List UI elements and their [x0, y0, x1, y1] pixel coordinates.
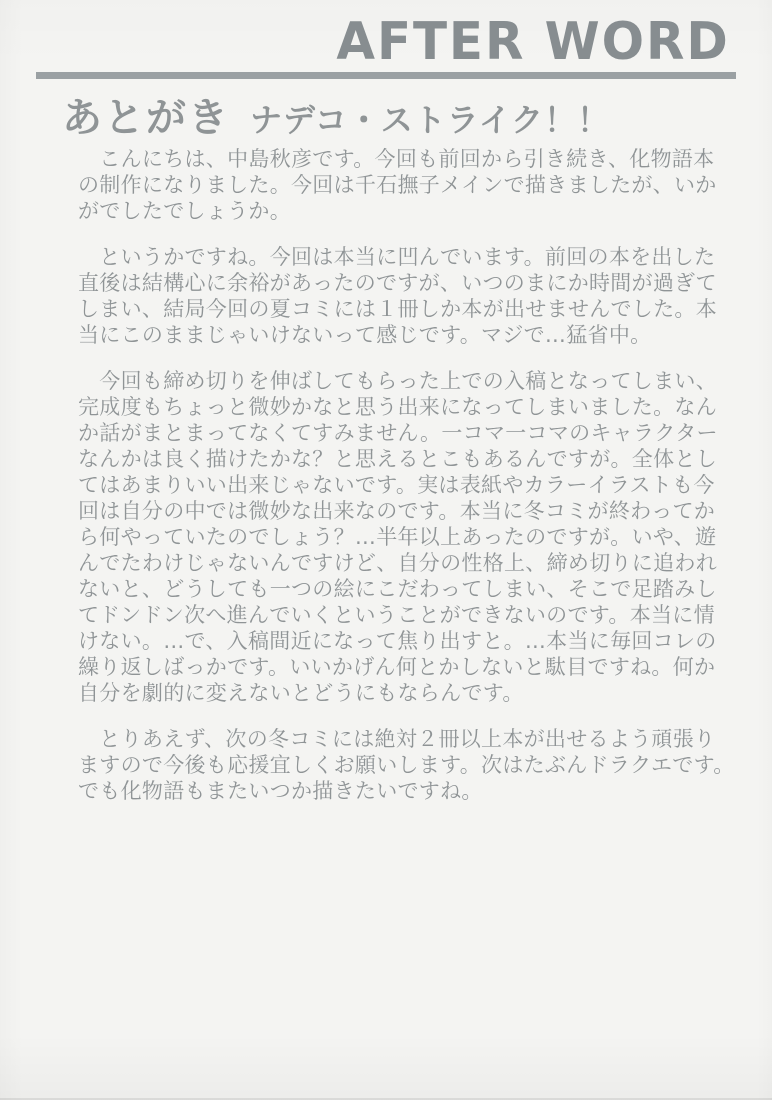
text-line: てドンドン次へ進んでいくということができないのです。本当に情: [78, 603, 715, 627]
body-text: [78, 146, 735, 824]
text-line: 当にこのままじゃいけないって感じです。マジで…猛省中。: [78, 323, 652, 347]
text-line: というかですね。今回は本当に凹んでいます。前回の本を出した: [78, 245, 716, 269]
text-line: なんかは良く描けたかな？と思えるとこもあるんですが。全体とし: [78, 447, 717, 471]
text-line: 直後は結構心に余裕があったのですが、いつのまにか時間が過ぎて: [78, 271, 717, 295]
text-line: がでしたでしょうか。: [78, 199, 291, 223]
paragraph: [78, 726, 735, 804]
text-line: ら何やっていたのでしょう？…半年以上あったのですが。いや、遊: [78, 525, 717, 549]
page-title: AFTER WORD: [336, 12, 730, 72]
paragraph: [78, 368, 724, 706]
text-line: んでたわけじゃないんですけど、自分の性格上、締め切りに追われ: [78, 551, 717, 575]
text-line: ないと、どうしても一つの絵にこだわってしまい、そこで足踏みし: [78, 577, 717, 601]
afterword-heading: [62, 86, 610, 143]
text-line: てはあまりいい出来じゃないです。実は表紙やカラーイラストも今: [78, 473, 715, 497]
text-line: 繰り返しばっかです。いいかげん何とかしないと駄目ですね。何か: [78, 655, 716, 679]
text-line: か話がまとまってなくてすみません。一コマ一コマのキャラクター: [78, 421, 718, 445]
text-line: けない。…で、入稿間近になって焦り出すと。…本当に毎回コレの: [78, 629, 717, 653]
text-line: しまい、結局今回の夏コミには１冊しか本が出せませんでした。本: [78, 297, 717, 321]
text-line: とりあえず、次の冬コミには絶対２冊以上本が出せるよう頑張り: [78, 727, 716, 751]
text-line: 完成度もちょっと微妙かなと思う出来になってしまいました。なん: [78, 395, 717, 419]
paragraph: [78, 244, 724, 348]
title-divider-rule: [36, 72, 736, 79]
heading-atogaki: あとがき: [62, 95, 230, 141]
text-line: 今回も締め切りを伸ばしてもらった上での入稿となってしまい、: [78, 369, 717, 393]
text-line: 自分を劇的に変えないとどうにもならんです。: [78, 681, 524, 705]
heading-subtitle: ナデコ・ストライク！！: [250, 101, 611, 139]
paragraph: [78, 146, 724, 224]
text-line: こんにちは、中島秋彦です。今回も前回から引き続き、化物語本: [78, 147, 715, 171]
text-line: 回は自分の中では微妙な出来なのです。本当に冬コミが終わってか: [78, 499, 716, 523]
text-line: の制作になりました。今回は千石撫子メインで描きましたが、いか: [78, 173, 717, 197]
text-line: でも化物語もまたいつか描きたいですね。: [78, 779, 483, 803]
text-line: ますので今後も応援宜しくお願いします。次はたぶんドラクエです。: [78, 753, 735, 777]
